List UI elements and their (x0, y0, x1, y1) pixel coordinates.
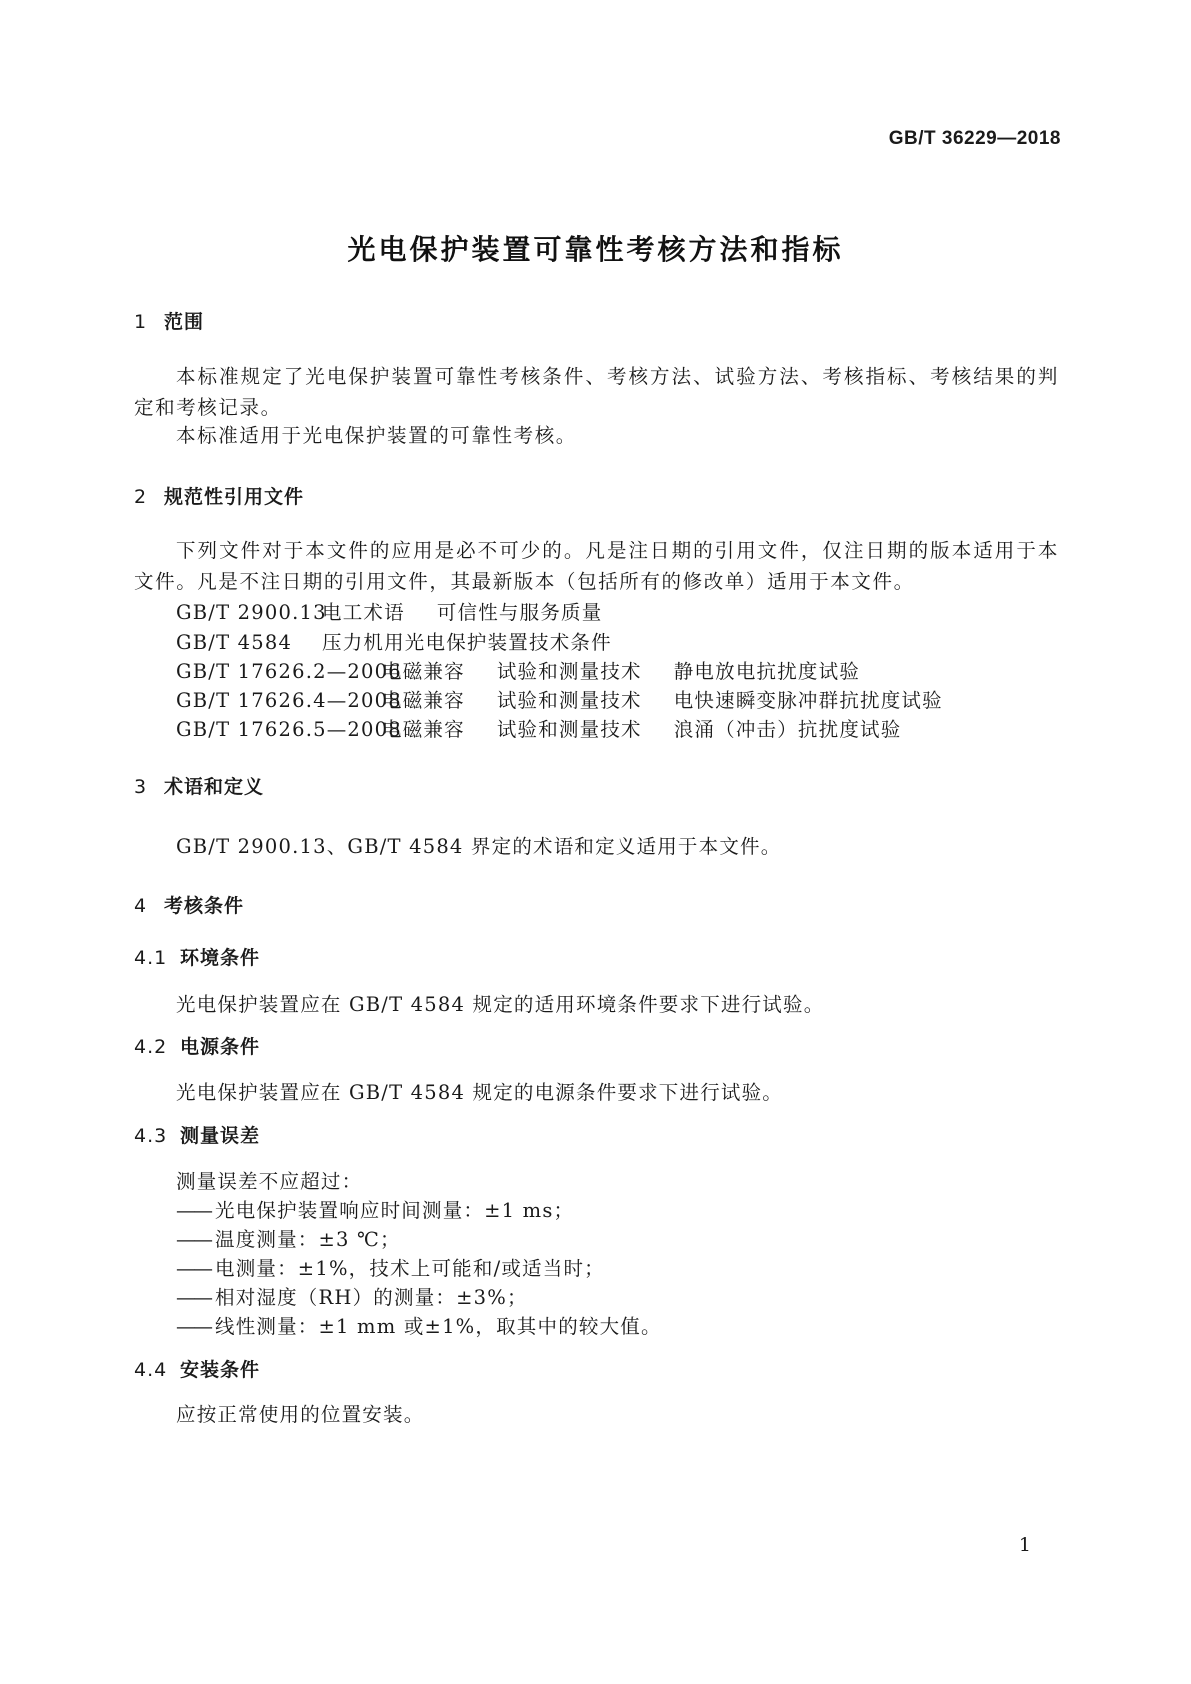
list-item (176, 1195, 574, 1223)
section-title: 范围 (164, 311, 205, 333)
section-4-4-heading (134, 1355, 260, 1382)
list-item-text: 线性测量：±1 mm 或±1%，取其中的较大值。 (215, 1315, 662, 1338)
section-4-3-heading (134, 1121, 260, 1148)
list-dash: —— (176, 1315, 211, 1338)
reference-item (176, 597, 634, 625)
list-item (176, 1311, 662, 1339)
reference-item (176, 685, 975, 713)
list-item-text: 相对湿度（RH）的测量：±3%； (215, 1286, 528, 1309)
reference-item (176, 714, 933, 742)
reference-code: GB/T 17626.4—2008 (176, 689, 402, 712)
section-title: 环境条件 (180, 947, 261, 969)
section-title: 术语和定义 (164, 776, 265, 798)
reference-title-part: 浪涌（冲击）抗扰度试验 (673, 718, 902, 741)
list-item (176, 1282, 528, 1310)
document-title: 光电保护装置可靠性考核方法和指标 (347, 233, 844, 266)
installation-paragraph: 应按正常使用的位置安装。 (176, 1403, 425, 1426)
page-number: 1 (1018, 1534, 1031, 1556)
section-number: 4.3 (134, 1125, 168, 1147)
normative-references-intro: 下列文件对于本文件的应用是必不可少的。凡是注日期的引用文件，仅注日期的版本适用于本文件。凡是不注日期的引用文件，其最新版本（包括所有的修改单）适用于本文件。 (134, 539, 1059, 593)
reference-title-part: 静电放电抗扰度试验 (673, 660, 861, 683)
standard-number: GB/T 36229—2018 (888, 128, 1061, 149)
list-dash: —— (176, 1286, 211, 1309)
section-title: 电源条件 (180, 1036, 261, 1058)
section-number: 2 (134, 486, 148, 508)
measurement-error-intro: 测量误差不应超过： (176, 1170, 363, 1193)
reference-title-part: 试验和测量技术 (496, 689, 642, 712)
section-number: 4.2 (134, 1036, 168, 1058)
reference-title-part: 可信性与服务质量 (436, 601, 603, 624)
reference-title-part: 电快速瞬变脉冲群抗扰度试验 (673, 689, 943, 712)
section-title: 考核条件 (164, 895, 245, 917)
section-number: 4 (134, 895, 148, 917)
section-number: 1 (134, 311, 148, 333)
section-1-heading (134, 307, 204, 334)
reference-code: GB/T 4584 (176, 631, 293, 654)
reference-title-part: 压力机用光电保护装置技术条件 (322, 631, 612, 654)
reference-title-part: 试验和测量技术 (496, 718, 642, 741)
list-item (176, 1253, 605, 1281)
list-dash: —— (176, 1228, 211, 1251)
section-title: 测量误差 (180, 1125, 261, 1147)
section-number: 4.4 (134, 1359, 168, 1381)
reference-item (176, 627, 644, 655)
section-title: 安装条件 (180, 1359, 261, 1381)
terms-paragraph: GB/T 2900.13、GB/T 4584 界定的术语和定义适用于本文件。 (176, 835, 782, 858)
list-dash: —— (176, 1199, 211, 1222)
section-4-2-heading (134, 1032, 260, 1059)
reference-title-part: 电工术语 (322, 601, 405, 624)
list-item-text: 光电保护装置响应时间测量：±1 ms； (215, 1199, 575, 1222)
reference-title-part: 电磁兼容 (382, 660, 465, 683)
scope-paragraph-1: 本标准规定了光电保护装置可靠性考核条件、考核方法、试验方法、考核指标、考核结果的判定和考核记录。 (134, 365, 1059, 419)
section-2-heading (134, 482, 304, 509)
reference-title-part: 电磁兼容 (382, 718, 465, 741)
environment-paragraph: 光电保护装置应在 GB/T 4584 规定的适用环境条件要求下进行试验。 (176, 993, 825, 1016)
section-number: 3 (134, 776, 148, 798)
power-paragraph: 光电保护装置应在 GB/T 4584 规定的电源条件要求下进行试验。 (176, 1081, 784, 1104)
section-4-1-heading (134, 943, 260, 970)
list-item (176, 1224, 401, 1252)
scope-paragraph-2: 本标准适用于光电保护装置的可靠性考核。 (176, 424, 577, 447)
reference-code: GB/T 17626.5—2008 (176, 718, 402, 741)
reference-item (176, 656, 892, 684)
reference-title-part: 电磁兼容 (382, 689, 465, 712)
section-title: 规范性引用文件 (164, 486, 305, 508)
section-4-heading (134, 891, 244, 918)
list-item-text: 电测量：±1%，技术上可能和/或适当时； (215, 1257, 605, 1280)
reference-title-part: 试验和测量技术 (496, 660, 642, 683)
list-dash: —— (176, 1257, 211, 1280)
reference-code: GB/T 2900.13 (176, 601, 327, 624)
section-number: 4.1 (134, 947, 168, 969)
section-3-heading (134, 772, 264, 799)
reference-code: GB/T 17626.2—2006 (176, 660, 402, 683)
list-item-text: 温度测量：±3 ℃； (215, 1228, 401, 1251)
